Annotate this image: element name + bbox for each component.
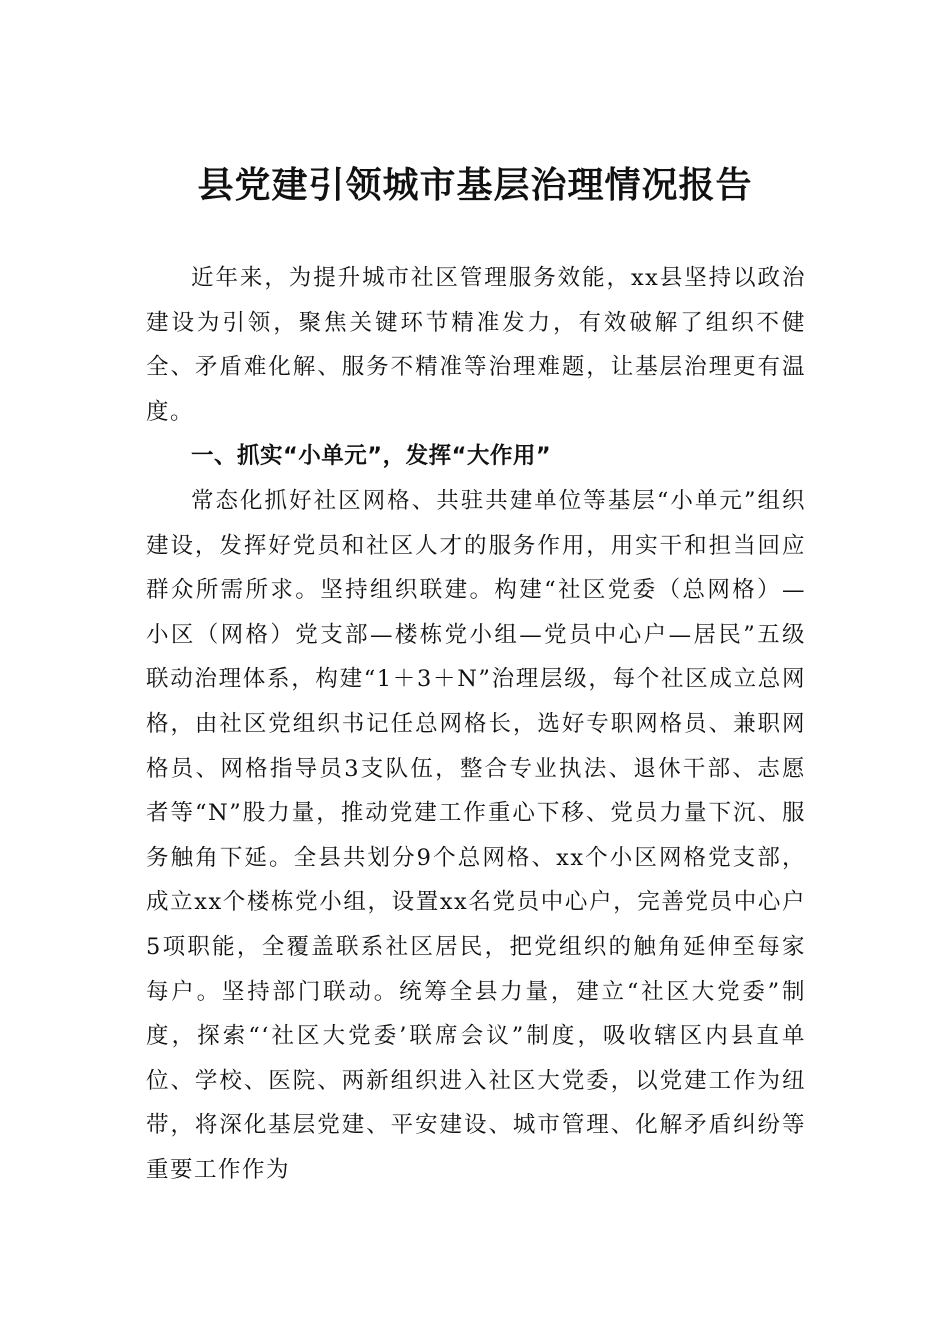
section-paragraph: 常态化抓好社区网格、共驻共建单位等基层“小单元”组织建设，发挥好党员和社区人才的服务作用，用实干和担当回应群众所需所求。坚持组织联建。构建“社区党委（总网格）—小区（网格）党支部—楼栋党小组—党员中心户—居民”五级联动治理体系，构建“1＋3＋N”治理层级，每个社区成立总网格，由社区党组织书记任总网格长，选好专职网格员、兼职网格员、网格指导员3支队伍，整合专业执法、退休干部、志愿者等“N”股力量，推动党建工作重心下移、党员力量下沉、服务触角下延。全县共划分9个总网格、xx个小区网格党支部，成立xx个楼栋党小组，设置xx名党员中心户，完善党员中心户5项职能，全覆盖联系社区居民，把党组织的触角延伸至每家每户。坚持部门联动。统筹全县力量，建立“社区大党委”制度，探索“‘社区大党委’联席会议”制度，吸收辖区内县直单位、学校、医院、两新组织进入社区大党委，以党建工作为纽带，将深化基层党建、平安建设、城市管理、化解矛盾纠纷等重要工作作为 (146, 487, 806, 1183)
intro-paragraph: 近年来，为提升城市社区管理服务效能，xx县坚持以政治建设为引领，聚焦关键环节精准发力，有效破解了组织不健全、矛盾难化解、服务不精准等治理难题，让基层治理更有温度。 (146, 265, 806, 425)
document-body (146, 256, 806, 1192)
document-title: 县党建引领城市基层治理情况报告 (197, 164, 753, 206)
section-heading: 一、抓实“小单元”，发挥“大作用” (191, 443, 552, 470)
